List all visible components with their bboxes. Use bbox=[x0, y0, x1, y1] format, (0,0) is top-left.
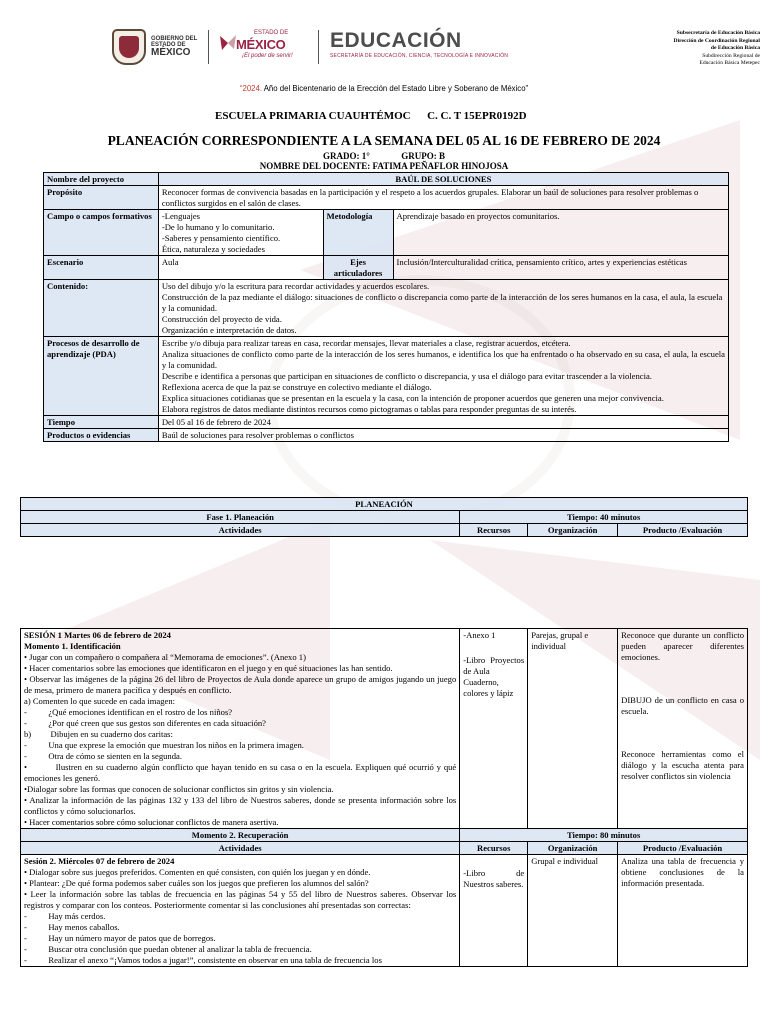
logo-divider-2 bbox=[318, 30, 319, 64]
sub-line: Dirección de Coordinación Regional bbox=[673, 37, 760, 44]
table-row bbox=[44, 280, 729, 337]
col-activities: Actividades bbox=[21, 524, 460, 537]
session-2-activities: Sesión 2. Miércoles 07 de febrero de 2024 • Dialogar sobre sus juegos preferidos. Comenten en qué consisten, con quién los juegan y en dónde. • Plantear: ¿De qué forma podemos saber cuáles son los juegos que prefieren los alumnos del salón? • Leer la información sobre las tablas de frecuencia en las páginas 54 y 55 del libro de Nuestros saberes. Observar los registros y comparar con los conteos. Posteriormente comentar si las conclusiones ahí presentadas son correctas: - Hay más cerdos. - Hay menos caballos. - Hay un número mayor de patos que de borregos. - Buscar otra conclusión que puedan obtener al analizar la tabla de frecuencia. - Realizar el anexo “¡Vamos todos a jugar!”, consistente en observar en una tabla de frecuencia los bbox=[21, 855, 460, 967]
col-organization: Organización bbox=[528, 524, 618, 537]
sub-line: Subdirección Regional de bbox=[702, 52, 760, 59]
pda-value: Escribe y/o dibuja para realizar tareas en casa, recordar mensajes, llevar materiales a clase, registrar acuerdos, etcétera. Analiza situaciones de conflicto como parte de la interacción de los seres humanos, e identifica los que ha enfrentado o ha observado en su casa, el aula, la escuela y la comunidad. Describe e identifica a personas que participan en situaciones de conflicto o discrepancia, y usa el diálogo para evitar trascender a la violencia. Reflexiona acerca de que la paz se construye en colectivo mediante el diálogo. Explica situaciones cotidianas que se presentan en la escuela y la casa, con la intención de proponer acuerdos que generen una mejor convivencia. Elabora registros de datos mediante distintos recursos como pictogramas o tablas para responder preguntas de su interés. bbox=[158, 337, 728, 416]
sub-line: Educación Básica Metepec bbox=[699, 60, 760, 67]
moment-2-title: Momento 2. Recuperación bbox=[21, 829, 460, 842]
moment-2-time: Tiempo: 80 minutos bbox=[460, 829, 748, 842]
table-row bbox=[21, 842, 748, 855]
sub-line: Subsecretaría de Educación Básica bbox=[676, 30, 760, 36]
axes-value: Inclusión/Interculturalidad crítica, pensamiento crítico, artes y experiencias estéticas bbox=[393, 256, 728, 280]
edu-subtitle: SECRETARÍA DE EDUCACIÓN, CIENCIA, TECNOLOGÍA E INNOVACIÓN bbox=[330, 53, 509, 59]
time-label: Tiempo bbox=[44, 416, 159, 429]
table-row bbox=[44, 256, 729, 280]
session-1-activities: SESIÓN 1 Martes 06 de febrero de 2024 Momento 1. Identificación • Jugar con un compañero o compañera al “Memorama de emociones”. (Anexo 1) • Hacer comentarios sobre las emociones que identificaron en el juego y en qué situaciones las han sentido. • Observar las imágenes de la página 26 del libro de Proyectos de Aula donde aparece un grupo de amigos jugando un juego de mesa, primero de manera pacífica y después en conflicto. a) Comenten lo que sucede en cada imagen: - ¿Qué emociones identifican en el rostro de los niños? - ¿Por qué creen que sus gestos son diferentes en cada situación? b) Dibujen en su cuaderno dos caritas: - Una que exprese la emoción que muestran los niños en la primera imagen. - Otra de cómo se sienten en la segunda. • Ilustren en su cuaderno algún conflicto que hayan tenido en su casa o en la escuela. Expliquen qué ocurrió y qué emociones les generó. •Dialogar sobre las formas que conocen de solucionar conflictos sin gritos y sin violencia. • Analizar la información de las páginas 132 y 133 del libro de Nuestros saberes, donde se presenta información sobre los conflictos y cómo solucionarlos. • Hacer comentarios sobre cómo solucionar conflictos de manera asertiva. bbox=[21, 629, 460, 829]
method-value: Aprendizaje basado en proyectos comunitarios. bbox=[393, 210, 728, 256]
fields-value: -Lenguajes -De lo humano y lo comunitario. -Saberes y pensamiento científico. Ética, naturaleza y sociedades bbox=[158, 210, 323, 256]
col-product: Producto /Evaluación bbox=[618, 842, 748, 855]
year-text: Año del Bicentenario de la Erección del Estado Libre y Soberano de México” bbox=[262, 84, 529, 93]
session-2-resources: -Libro de Nuestros saberes. bbox=[460, 855, 528, 967]
table-row bbox=[21, 629, 748, 829]
logo-divider bbox=[208, 30, 209, 64]
state-seal-icon bbox=[112, 29, 146, 65]
session-1-products: Reconoce que durante un conflicto pueden aparecer diferentes emociones. DIBUJO de un conflicto en casa o escuela. Reconoce herramientas como el diálogo y la escucha atenta para resolver conflictos sin violencia bbox=[618, 629, 748, 829]
educacion-logo bbox=[330, 30, 560, 64]
scenario-label: Escenario bbox=[44, 256, 159, 280]
session-1-resources: -Anexo 1 -Libro Proyectos de Aula Cuaderno, colores y lápiz bbox=[460, 629, 528, 829]
mex-big: MÉXICO bbox=[236, 37, 286, 52]
mex-tagline: ¡El poder de servir! bbox=[242, 53, 293, 59]
purpose-label: Propósito bbox=[44, 186, 159, 210]
session-2-product: Analiza una tabla de frecuencia y obtiene conclusiones de la información presentada. bbox=[618, 855, 748, 967]
table-row bbox=[44, 416, 729, 429]
subsecretaria-block bbox=[560, 30, 760, 68]
table-row bbox=[21, 855, 748, 967]
school-name: ESCUELA PRIMARIA CUAUHTÉMOC C. C. T 15EPR0192D bbox=[215, 110, 527, 122]
sessions-table bbox=[20, 628, 748, 967]
session-2-organization: Grupal e individual bbox=[528, 855, 618, 967]
project-name-label: Nombre del proyecto bbox=[44, 173, 159, 186]
session-2-title: Sesión 2. Miércoles 07 de febrero de 2024 bbox=[24, 855, 175, 866]
products-value: Baúl de soluciones para resolver problemas o conflictos bbox=[158, 429, 728, 442]
table-row bbox=[44, 210, 729, 256]
table-row bbox=[44, 337, 729, 416]
col-activities: Actividades bbox=[21, 842, 460, 855]
table-row bbox=[21, 511, 748, 524]
table-row bbox=[21, 498, 748, 511]
gobierno-logo bbox=[112, 28, 200, 66]
table-row bbox=[21, 829, 748, 842]
phase-1-title: Fase 1. Planeación bbox=[21, 511, 460, 524]
purpose-value: Reconocer formas de convivencia basadas en la participación y el respeto a los acuerdos grupales. Elaborar un baúl de soluciones para resolver problemas o conflictos surgidos en el salón de clases. bbox=[158, 186, 728, 210]
teacher-name: NOMBRE DEL DOCENTE: FATIMA PEÑAFLOR HINOJOSA bbox=[259, 161, 509, 171]
table-row bbox=[44, 173, 729, 186]
page-title: PLANEACIÓN CORRESPONDIENTE A LA SEMANA DEL 05 AL 16 DE FEBRERO DE 2024 bbox=[107, 133, 661, 148]
planning-title: PLANEACIÓN bbox=[21, 498, 748, 511]
estado-mexico-logo bbox=[218, 28, 310, 66]
mexico-butterfly-icon bbox=[218, 32, 238, 54]
year-motto: “2024. Año del Bicentenario de la Erección del Estado Libre y Soberano de México” bbox=[239, 84, 529, 93]
sub-line: de Educación Básica bbox=[710, 45, 760, 52]
time-value: Del 05 al 16 de febrero de 2024 bbox=[158, 416, 728, 429]
edu-title: EDUCACIÓN bbox=[330, 29, 462, 52]
mex-small: ESTADO DE bbox=[254, 30, 289, 36]
content-label: Contenido: bbox=[44, 280, 159, 337]
gob-line3: MÉXICO bbox=[151, 47, 191, 58]
content-value: Uso del dibujo y/o la escritura para recordar actividades y acuerdos escolares. Construcción de la paz mediante el diálogo: situaciones de conflicto o discrepancia como parte de la interacción de los seres humanos en la casa, el aula, la escuela y la comunidad. Construcción del proyecto de vida. Organización e interpretación de datos. bbox=[158, 280, 728, 337]
products-label: Productos o evidencias bbox=[44, 429, 159, 442]
year-number: 2024. bbox=[242, 84, 262, 93]
col-product: Producto /Evaluación bbox=[618, 524, 748, 537]
table-row bbox=[21, 524, 748, 537]
phase-1-time: Tiempo: 40 minutos bbox=[460, 511, 748, 524]
moment-1-title: Momento 1. Identificación bbox=[24, 640, 121, 651]
table-row bbox=[44, 429, 729, 442]
scenario-value: Aula bbox=[158, 256, 323, 280]
method-label: Metodología bbox=[323, 210, 393, 256]
col-organization: Organización bbox=[528, 842, 618, 855]
session-1-organization: Parejas, grupal e individual bbox=[528, 629, 618, 829]
table-row bbox=[44, 186, 729, 210]
col-resources: Recursos bbox=[460, 842, 528, 855]
project-table bbox=[43, 172, 729, 442]
pda-label: Procesos de desarrollo de aprendizaje (PDA) bbox=[44, 337, 159, 416]
planning-table bbox=[20, 497, 748, 537]
axes-label: Ejes articuladores bbox=[323, 256, 393, 280]
project-name-value: BAÚL DE SOLUCIONES bbox=[158, 173, 728, 186]
gob-line2: ESTADO DE bbox=[151, 42, 186, 48]
col-resources: Recursos bbox=[460, 524, 528, 537]
gob-line1: GOBIERNO DEL bbox=[151, 36, 198, 42]
fields-label: Campo o campos formativos bbox=[44, 210, 159, 256]
session-1-title: SESIÓN 1 Martes 06 de febrero de 2024 bbox=[24, 629, 171, 640]
grade-group: GRADO: 1° GRUPO: B bbox=[322, 151, 446, 161]
